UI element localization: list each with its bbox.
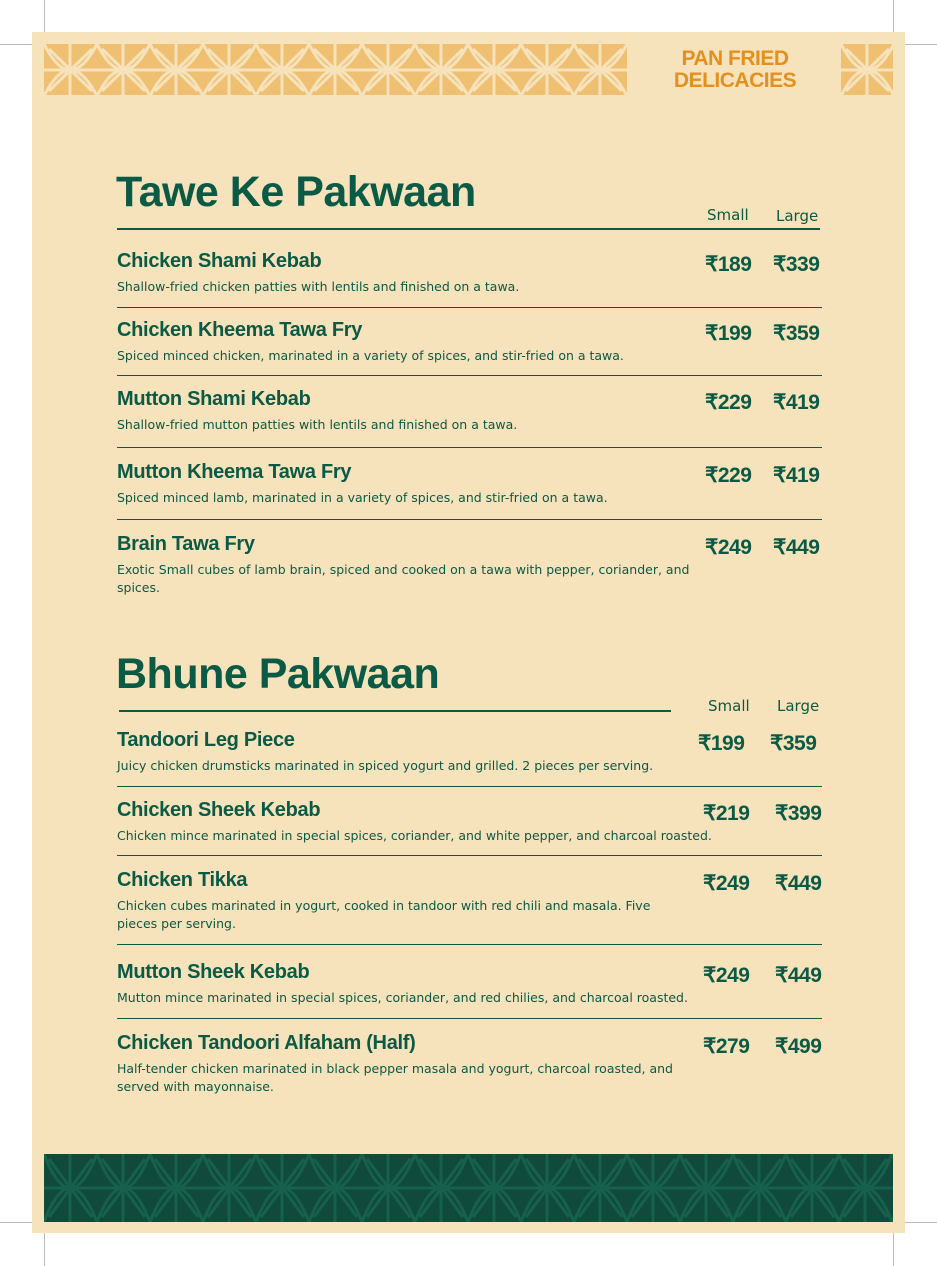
item-name: Chicken Tikka bbox=[117, 869, 248, 891]
item-divider bbox=[117, 944, 822, 945]
price-small: ₹189 bbox=[705, 253, 752, 276]
header-pattern-band bbox=[44, 44, 627, 95]
item-divider bbox=[117, 855, 822, 856]
column-header-large: Large bbox=[777, 697, 820, 715]
menu-item bbox=[117, 533, 822, 597]
item-description: Shallow-fried chicken patties with lentils and finished on a tawa. bbox=[117, 279, 520, 294]
price-small: ₹249 bbox=[705, 536, 752, 559]
price-large: ₹449 bbox=[773, 536, 820, 559]
price-small: ₹199 bbox=[705, 322, 752, 345]
price-large: ₹499 bbox=[775, 1035, 822, 1058]
crop-mark bbox=[0, 1222, 32, 1223]
item-divider bbox=[117, 307, 822, 308]
item-divider bbox=[117, 786, 822, 787]
item-description: Half-tender chicken marinated in black pepper masala and yogurt, charcoal roasted, and served with mayonnaise. bbox=[117, 1061, 673, 1094]
item-name: Chicken Tandoori Alfaham (Half) bbox=[117, 1032, 416, 1054]
price-large: ₹419 bbox=[773, 464, 820, 487]
price-small: ₹229 bbox=[705, 391, 752, 414]
footer-pattern-band bbox=[44, 1154, 893, 1222]
menu-item bbox=[117, 461, 822, 507]
item-name: Brain Tawa Fry bbox=[117, 533, 255, 555]
price-large: ₹449 bbox=[775, 964, 822, 987]
crop-mark bbox=[905, 44, 937, 45]
menu-item bbox=[117, 388, 822, 434]
item-name: Mutton Kheema Tawa Fry bbox=[117, 461, 352, 483]
category-title-line: DELICACIES bbox=[673, 69, 797, 92]
section-rule bbox=[119, 710, 671, 712]
menu-item bbox=[117, 729, 822, 775]
price-small: ₹279 bbox=[703, 1035, 750, 1058]
price-small: ₹249 bbox=[703, 964, 750, 987]
column-header-large: Large bbox=[776, 207, 819, 225]
category-title bbox=[655, 48, 815, 92]
item-divider bbox=[117, 1018, 822, 1019]
menu-item bbox=[117, 319, 822, 365]
menu-item bbox=[117, 1032, 822, 1096]
item-description: Exotic Small cubes of lamb brain, spiced and cooked on a tawa with pepper, coriander, and spices. bbox=[117, 562, 690, 595]
item-name: Tandoori Leg Piece bbox=[117, 729, 295, 751]
price-small: ₹219 bbox=[703, 802, 750, 825]
column-header-small: Small bbox=[707, 206, 749, 224]
header-pattern-tile bbox=[841, 44, 893, 95]
menu-item bbox=[117, 250, 822, 296]
category-title-line: PAN FRIED bbox=[681, 47, 789, 70]
item-name: Chicken Shami Kebab bbox=[117, 250, 322, 272]
item-description: Juicy chicken drumsticks marinated in spiced yogurt and grilled. 2 pieces per serving. bbox=[117, 758, 654, 773]
crop-mark bbox=[893, 1233, 894, 1266]
section-title: Bhune Pakwaan bbox=[116, 650, 440, 698]
price-small: ₹249 bbox=[703, 872, 750, 895]
crop-mark bbox=[0, 44, 32, 45]
crop-mark bbox=[905, 1222, 937, 1223]
section-title: Tawe Ke Pakwaan bbox=[116, 168, 476, 216]
price-large: ₹339 bbox=[773, 253, 820, 276]
crop-mark bbox=[893, 0, 894, 32]
section-rule bbox=[117, 228, 820, 230]
item-divider bbox=[117, 447, 822, 448]
price-small: ₹229 bbox=[705, 464, 752, 487]
item-description: Chicken cubes marinated in yogurt, cooked in tandoor with red chili and masala. Five pieces per serving. bbox=[117, 898, 651, 931]
crop-mark bbox=[44, 1233, 45, 1266]
item-name: Chicken Sheek Kebab bbox=[117, 799, 321, 821]
price-large: ₹399 bbox=[775, 802, 822, 825]
item-description: Chicken mince marinated in special spices, coriander, and white pepper, and charcoal roasted. bbox=[117, 828, 712, 843]
menu-item bbox=[117, 869, 822, 933]
item-description: Spiced minced lamb, marinated in a variety of spices, and stir-fried on a tawa. bbox=[117, 490, 608, 505]
price-large: ₹419 bbox=[773, 391, 820, 414]
price-small: ₹199 bbox=[698, 732, 745, 755]
menu-item bbox=[117, 961, 822, 1007]
item-description: Mutton mince marinated in special spices, coriander, and red chilies, and charcoal roasted. bbox=[117, 990, 688, 1005]
menu-item bbox=[117, 799, 822, 845]
price-large: ₹359 bbox=[773, 322, 820, 345]
price-large: ₹359 bbox=[770, 732, 817, 755]
item-description: Shallow-fried mutton patties with lentils and finished on a tawa. bbox=[117, 417, 518, 432]
column-header-small: Small bbox=[708, 697, 750, 715]
item-name: Chicken Kheema Tawa Fry bbox=[117, 319, 363, 341]
item-name: Mutton Shami Kebab bbox=[117, 388, 311, 410]
crop-mark bbox=[44, 0, 45, 32]
item-description: Spiced minced chicken, marinated in a variety of spices, and stir-fried on a tawa. bbox=[117, 348, 624, 363]
item-divider bbox=[117, 519, 822, 520]
item-name: Mutton Sheek Kebab bbox=[117, 961, 310, 983]
price-large: ₹449 bbox=[775, 872, 822, 895]
item-divider bbox=[117, 375, 822, 376]
